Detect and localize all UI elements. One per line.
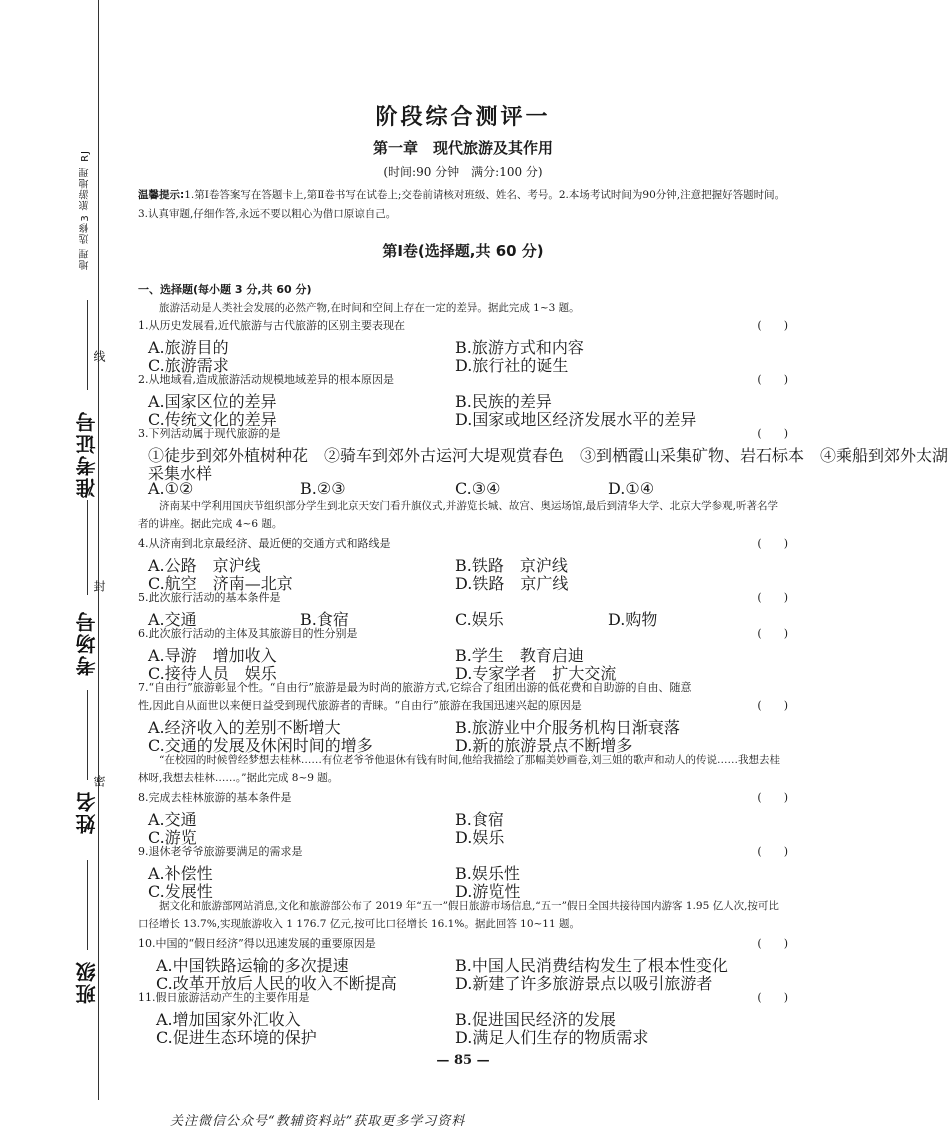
option-a: A.①② [148,479,194,498]
exam-room-label: 考场号 [75,610,99,676]
question-3-line1: ①徒步到郊外植树种花 ②骑车到郊外古运河大堤观赏春色 ③到栖霞山采集矿物、岩石标本 ④乘船到郊外太湖 [148,446,948,465]
option-d: D.①④ [608,479,655,498]
option-d: D.新建了许多旅游景点以吸引旅游者 [455,974,713,993]
section-title: 一、选择题(每小题 3 分,共 60 分) [138,283,312,296]
footer-note: 关注微信公众号“教辅资料站”获取更多学习资料 [170,1114,466,1129]
option-c: C.改革开放后人民的收入不断提高 [156,974,397,993]
answer-bracket[interactable]: ( ) [757,319,788,332]
answer-bracket[interactable]: ( ) [757,427,788,440]
material-4: 据文化和旅游部网站消息,文化和旅游部公布了 2019 年“五一”假日旅游市场信息,“五一”假日全国共接待国内游客 1.95 亿人次,按可比口径增长 13.7%,实现旅游收入 1 176.7 亿元,按可比口径增长 16.1%。据此回答 10~11 题。 [138,900,779,930]
exam-id-label: 准考证号 [75,410,99,498]
exam-room-underline [87,500,88,595]
option-d: D.铁路 京广线 [455,574,569,593]
option-b: B.②③ [300,479,346,498]
question-1 [138,317,788,335]
question-3-line2: 采集水样 [148,464,213,483]
material-3: “在校园的时候曾经梦想去桂林……有位老爷爷他退休有钱有时间,他给我描绘了那幅美妙画卷,刘三姐的歌声和动人的传说……我想去桂林呀,我想去桂林……。”据此完成 8~9 题。 [138,754,781,784]
tips-label: 温馨提示: [138,189,185,201]
option-d: D.满足人们生存的物质需求 [455,1028,649,1047]
name-label: 姓名 [75,790,99,834]
answer-bracket[interactable]: ( ) [757,627,788,640]
answer-bracket[interactable]: ( ) [757,791,788,804]
option-a: A.公路 京沪线 [148,556,261,575]
option-d: D.旅行社的诞生 [455,356,569,375]
name-underline [87,690,88,780]
option-c: C.促进生态环境的保护 [156,1028,317,1047]
question-7 [138,697,788,715]
question-2 [138,371,788,389]
class-underline [87,860,88,950]
cut-mark-line: 线 [92,350,106,362]
question-stem: 4.从济南到北京最经济、最近便的交通方式和路线是 [138,537,391,550]
option-a: A.国家区位的差异 [148,392,277,411]
option-b: B.学生 教育启迪 [455,646,584,665]
material-2: 济南某中学利用国庆节组织部分学生到北京天安门看升旗仪式,并游览长城、故宫、奥运场馆,最后到清华大学、北京大学参观,听著名学者的讲座。据此完成 4~6 题。 [138,500,779,530]
part-title: 第Ⅰ卷(选择题,共 60 分) [382,242,544,260]
question-8 [138,789,788,807]
option-c: C.发展性 [148,882,213,901]
cut-mark-secret: 密 [92,775,106,787]
question-stem: 6.此次旅行活动的主体及其旅游目的性分别是 [138,627,358,640]
option-c: C.交通的发展及休闲时间的增多 [148,736,373,755]
option-c: C.接待人员 娱乐 [148,664,277,683]
option-d: D.专家学者 扩大交流 [455,664,617,683]
option-b: B.中国人民消费结构发生了根本性变化 [455,956,728,975]
answer-bracket[interactable]: ( ) [757,591,788,604]
question-stem: 9.退休老爷爷旅游要满足的需求是 [138,845,303,858]
question-stem: 5.此次旅行活动的基本条件是 [138,591,281,604]
option-b: B.旅游业中介服务机构日渐衰落 [455,718,680,737]
option-c: C.传统文化的差异 [148,410,277,429]
answer-bracket[interactable]: ( ) [757,845,788,858]
material-1: 旅游活动是人类社会发展的必然产物,在时间和空间上存在一定的差异。据此完成 1~3 题。 [159,302,580,314]
option-c: C.游览 [148,828,197,847]
option-d: D.娱乐 [455,828,505,847]
question-7-line1: 7.“自由行”旅游彰显个性。“自由行”旅游是最为时尚的旅游方式,它综合了组团出游的低花费和自助游的自由、随意 [138,681,692,694]
option-b: B.旅游方式和内容 [455,338,584,357]
option-a: A.增加国家外汇收入 [156,1010,301,1029]
option-a: A.中国铁路运输的多次提速 [156,956,349,975]
page-number: — 85 — [436,1053,490,1068]
option-a: A.经济收入的差别不断增大 [148,718,341,737]
question-stem: 10.中国的“假日经济”得以迅速发展的重要原因是 [138,937,376,950]
option-b: B.食宿 [455,810,504,829]
option-a: A.补偿性 [148,864,213,883]
exam-tips [138,186,788,224]
question-5 [138,589,788,607]
question-stem: 8.完成去桂林旅游的基本条件是 [138,791,292,804]
option-b: B.食宿 [300,610,349,629]
class-label: 班级 [75,960,99,1004]
option-c: C.娱乐 [455,610,504,629]
answer-bracket[interactable]: ( ) [757,537,788,550]
subject-label: 地理 选修3 旅游地理 RJ [80,150,91,270]
option-b: B.娱乐性 [455,864,520,883]
binding-line [98,0,99,1100]
answer-bracket[interactable]: ( ) [757,937,788,950]
option-d: D.游览性 [455,882,521,901]
question-6 [138,625,788,643]
exam-id-underline [87,300,88,390]
answer-bracket[interactable]: ( ) [757,699,788,712]
option-b: B.铁路 京沪线 [455,556,568,575]
answer-bracket[interactable]: ( ) [757,991,788,1004]
option-d: D.新的旅游景点不断增多 [455,736,633,755]
option-a: A.导游 增加收入 [148,646,277,665]
answer-bracket[interactable]: ( ) [757,373,788,386]
question-4 [138,535,788,553]
option-c: C.③④ [455,479,501,498]
question-3 [138,425,788,443]
question-stem: 3.下列活动属于现代旅游的是 [138,427,281,440]
exam-meta: (时间:90 分钟 满分:100 分) [383,165,543,179]
question-9 [138,843,788,861]
option-a: A.旅游目的 [148,338,229,357]
question-stem: 1.从历史发展看,近代旅游与古代旅游的区别主要表现在 [138,319,405,332]
page-title: 阶段综合测评一 [375,104,551,130]
option-a: A.交通 [148,610,197,629]
question-stem: 性,因此自从面世以来便日益受到现代旅游者的青睐。“自由行”旅游在我国迅速兴起的原因是 [138,699,582,712]
cut-mark-seal: 封 [92,580,106,592]
option-b: B.民族的差异 [455,392,552,411]
question-11 [138,989,788,1007]
option-d: D.购物 [608,610,658,629]
option-c: C.旅游需求 [148,356,229,375]
question-10 [138,935,788,953]
option-d: D.国家或地区经济发展水平的差异 [455,410,697,429]
option-c: C.航空 济南—北京 [148,574,293,593]
chapter-title: 第一章 现代旅游及其作用 [372,139,553,157]
tips-text: 1.第Ⅰ卷答案写在答题卡上,第Ⅱ卷书写在试卷上;交卷前请核对班级、姓名、考号。2.本场考试时间为90分钟,注意把握好答题时间。3.认真审题,仔细作答,永远不要以粗心为借口原谅自己。 [138,189,786,220]
option-a: A.交通 [148,810,197,829]
question-stem: 11.假日旅游活动产生的主要作用是 [138,991,310,1004]
option-b: B.促进国民经济的发展 [455,1010,616,1029]
question-stem: 2.从地域看,造成旅游活动规模地域差异的根本原因是 [138,373,394,386]
